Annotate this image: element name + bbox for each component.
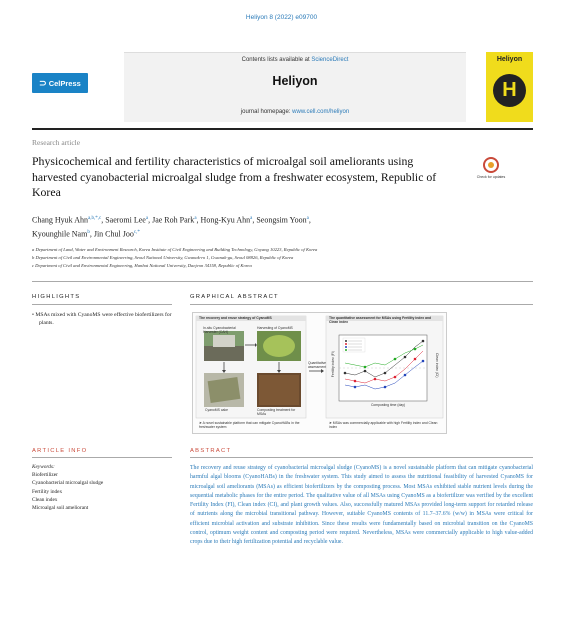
keyword-item[interactable]: Microalgal soil ameliorant — [32, 505, 89, 512]
journal-name: Heliyon — [272, 74, 318, 88]
keywords-label: Keywords: — [32, 464, 55, 470]
check-updates-icon — [483, 157, 499, 173]
author-name[interactable]: Kyounghile Nam — [32, 229, 88, 239]
check-updates-label: Check for updates — [476, 175, 506, 179]
journal-reference[interactable]: Heliyon 8 (2022) e09700 — [245, 14, 318, 21]
graphical-abstract-heading: GRAPHICAL ABSTRACT — [190, 294, 279, 300]
ga-photo-label-harvester: In-situ Cyanobacterial Harvester (CAH) — [203, 326, 236, 334]
author-line-2: Kyounghile Nam$^b$, Jin Chul Joo$^{c,*}$ — [32, 229, 140, 239]
article-type: Research article — [32, 138, 81, 147]
author-name[interactable]: Hong-Kyu Ahn — [200, 215, 251, 225]
ga-left-title: The recovery and reuse strategy of CyanoMS — [199, 316, 272, 320]
homepage-link[interactable]: www.cell.com/heliyon — [292, 109, 350, 115]
affiliations — [32, 246, 492, 270]
ga-photo-label-compost: Composting treatment for MSAs — [257, 408, 296, 416]
keyword-list — [32, 471, 172, 512]
author-affiliation-marker[interactable]: b — [87, 230, 90, 236]
author-name[interactable]: Jin Chul Joo — [93, 229, 134, 239]
author-affiliation-marker[interactable]: c,* — [133, 230, 140, 236]
highlights-heading: HIGHLIGHTS — [32, 294, 81, 300]
author-affiliation-marker[interactable]: a — [194, 216, 197, 221]
ga-photo-label-cake: CyanoMS cake — [205, 408, 228, 412]
ga-photo-label-harvesting: Harvesting of CyanoMS — [257, 326, 293, 330]
journal-homepage: journal homepage: www.cell.com/heliyon — [240, 109, 350, 115]
author-affiliation-marker[interactable]: a — [306, 216, 309, 221]
affiliation-b: b Department of Civil and Environmental Engineering, Seoul National University, Gwanak-ro 1, Gwanak-gu, Seoul 08826, Republic of Korea — [32, 255, 294, 260]
author-name[interactable]: Seongsim Yoon — [256, 215, 307, 225]
masthead-divider — [32, 128, 533, 130]
cellpress-mark-icon: ⊃ — [39, 77, 47, 88]
abstract-rule — [190, 457, 533, 458]
abstract-heading: ABSTRACT — [190, 448, 232, 454]
ga-time-axis: Composting time (day) — [370, 403, 406, 407]
author-affiliation-marker[interactable]: a,b,*,c — [88, 216, 102, 221]
article-info-heading: ARTICLE INFO — [32, 448, 88, 454]
highlights-rule — [32, 304, 172, 305]
cellpress-logo-text: CelPress — [48, 78, 81, 88]
author-affiliation-marker[interactable]: a — [145, 216, 149, 221]
keyword-item[interactable]: Biofertilizer — [32, 472, 58, 478]
graphical-abstract-rule — [190, 304, 533, 305]
article-title: Physicochemical and fertility characteristics of microalgal soil ameliorants using harvested cyanobacterial microalgal sludge from a freshwater ecosystem, Republic of Korea — [32, 154, 437, 199]
ga-right-caption: ➤ MSAs was commercially applicable with high Fertility index and Clean index — [329, 421, 438, 429]
author-name[interactable]: Saeromi Lee — [105, 215, 146, 225]
check-for-updates-button[interactable] — [476, 157, 506, 185]
author-line-1: Chang Hyuk Ahn$^{a,b,*,c}$, Saeromi Lee$^a$, Jae Roh Park$^a$, Hong-Kyu Ahn$^a$, Seongsim Yoon$^a$, — [32, 215, 311, 225]
affiliation-c: c Department of Civil and Environmental Engineering, Hanbat National University, Daejeon 34158, Republic of Korea — [32, 263, 252, 268]
contents-availability: Contents lists available at ScienceDirect — [241, 57, 349, 63]
author-list — [32, 213, 492, 241]
cellpress-logo[interactable] — [32, 73, 88, 93]
author-affiliation-marker[interactable]: a — [250, 216, 253, 221]
ga-ci-axis: Clean index (CI) — [435, 353, 439, 378]
author-divider — [32, 281, 533, 282]
highlight-item: • MSAs mixed with CyanoMS were effective biofertilizers for plants. — [32, 312, 172, 326]
keyword-item[interactable]: Fertility index — [32, 488, 63, 495]
affiliation-a: a Department of Land, Water and Environment Research, Korea Institute of Civil Engineering and Building Technology, Goyang 10223, Republic of Korea — [32, 247, 318, 252]
cover-title: Heliyon — [496, 56, 523, 63]
heliyon-logo-icon: H — [493, 74, 526, 107]
graphical-abstract-figure[interactable] — [192, 312, 447, 434]
ga-right-title: The quantitative assessment for MSAs using Fertility index and Clean index — [329, 316, 432, 324]
author-name[interactable]: Chang Hyuk Ahn — [32, 215, 88, 225]
keyword-item[interactable]: Clean index — [32, 496, 58, 503]
ga-left-caption: ➤ A novel sustainable platform that can mitigate CyanoHABs in the freshwater system — [199, 421, 300, 429]
sciencedirect-link[interactable]: ScienceDirect — [311, 57, 349, 63]
keyword-item[interactable]: Cyanobacterial microalgal sludge — [32, 480, 104, 487]
abstract-text: The recovery and reuse strategy of cyanobacterial microalgal sludge (CyanoMS) is a novel sustainable platform that can mitigate cyanobacterial harmful algal blooms (CyanoHABs) in the freshwater system. This study aimed to assess the nutritional feasibility of harvested CyanoMS for microalgal soil ameliorants (MSAs) as efficient biofertilizers by the composting process. Most MSAs exhibited stable nutrient levels during the sequential metabolic phases for the entire period. The qualitative value of all MSAs using CyanoMS as a biofertilizer was verified by the excellent Fertility Index (FI), Clean index (CI), and plant growth values. Also, successfully matured MSAs provided long-term support for retarded release of nutrients along the microbial transitional pathway. However, suitable CyanoMS contents of 11.7–37.6% (w/w) in MSAs were critical for efficient microbial activation and substrate inhibition. Since these results were fundamentally based on microbial transition on the CyanoMS control, optimum weight content and composting period were required. Nevertheless, MSAs were commercially applicable to high value-added crops due to their high fertilization potential and recyclable value. — [190, 465, 533, 545]
article-info-rule — [32, 457, 172, 458]
author-name[interactable]: Jae Roh Park — [152, 215, 195, 225]
ga-fi-axis: Fertility index (FI) — [331, 351, 335, 378]
ga-assessment-label: Quantitative assessment — [307, 361, 327, 369]
journal-cover-thumbnail[interactable] — [486, 52, 533, 122]
